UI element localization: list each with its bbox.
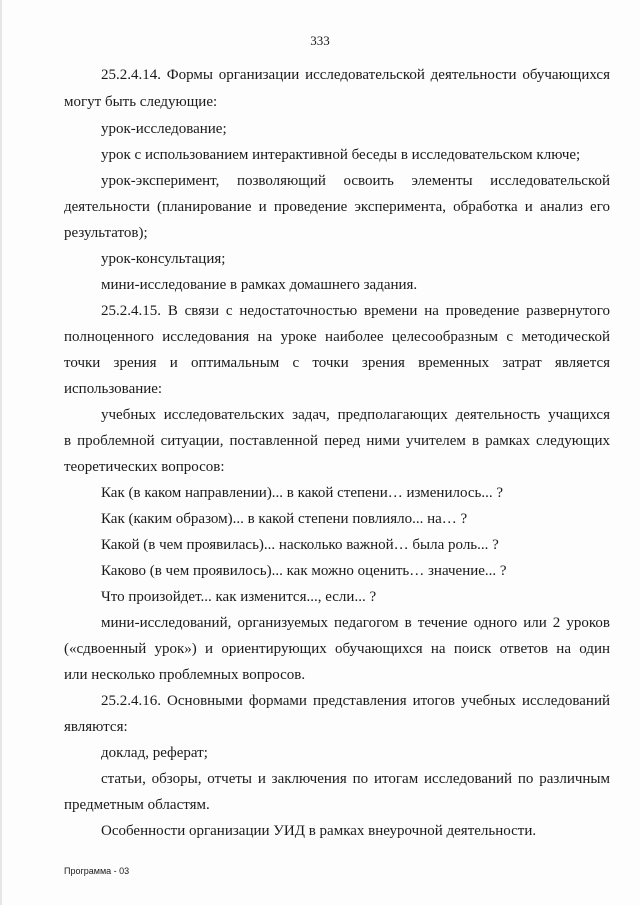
text-line: использование:	[64, 381, 163, 397]
text-line: полноценного исследования на уроке наиболее целесообразным с методической	[64, 329, 610, 345]
text-line: урок-исследование;	[101, 121, 227, 137]
text-line: Каково (в чем проявилось)... как можно оценить… значение... ?	[101, 563, 507, 579]
text-line: или несколько проблемных вопросов.	[64, 667, 306, 683]
text-line: предметным областям.	[64, 797, 210, 813]
text-line: являются:	[64, 719, 128, 735]
footer-label: Программа - 03	[64, 866, 130, 876]
text-line: Какой (в чем проявилась)... насколько важной… была роль... ?	[101, 537, 499, 553]
text-line: теоретических вопросов:	[64, 459, 225, 475]
text-line: («сдвоенный урок») и ориентирующих обучающихся на поиск ответов на один	[64, 641, 610, 657]
page-edge	[0, 0, 2, 905]
text-line: Как (каким образом)... в какой степени повлияло... на… ?	[101, 511, 468, 527]
text-line: 25.2.4.16. Основными формами представления итогов учебных исследований	[101, 693, 610, 709]
text-line: в проблемной ситуации, поставленной перед ними учителем в рамках следующих	[64, 433, 610, 449]
text-line: Как (в каком направлении)... в какой степени… изменилось... ?	[101, 485, 503, 501]
text-line: мини-исследование в рамках домашнего задания.	[101, 277, 418, 293]
text-line: урок-эксперимент, позволяющий освоить элементы исследовательской	[101, 173, 610, 189]
text-line: могут быть следующие:	[64, 94, 218, 110]
text-line: статьи, обзоры, отчеты и заключения по итогам исследований по различным	[101, 771, 610, 787]
text-line: деятельности (планирование и проведение эксперимента, обработка и анализ его	[64, 199, 610, 215]
text-line: мини-исследований, организуемых педагогом в течение одного или 2 уроков	[101, 615, 610, 631]
text-line: Что произойдет... как изменится..., если... ?	[101, 589, 377, 605]
text-line: доклад, реферат;	[101, 745, 208, 761]
text-line: учебных исследовательских задач, предполагающих деятельность учащихся	[101, 407, 610, 423]
text-line: точки зрения и оптимальным с точки зрения временных затрат является	[64, 355, 610, 371]
text-line: 25.2.4.14. Формы организации исследовательской деятельности обучающихся	[101, 67, 610, 83]
text-line: 25.2.4.15. В связи с недостаточностью времени на проведение развернутого	[101, 303, 610, 319]
text-line: Особенности организации УИД в рамках внеурочной деятельности.	[101, 823, 537, 839]
text-line: урок-консультация;	[101, 251, 226, 267]
text-line: урок с использованием интерактивной беседы в исследовательском ключе;	[101, 147, 581, 163]
page-number: 333	[310, 33, 330, 48]
text-line: результатов);	[64, 225, 148, 241]
